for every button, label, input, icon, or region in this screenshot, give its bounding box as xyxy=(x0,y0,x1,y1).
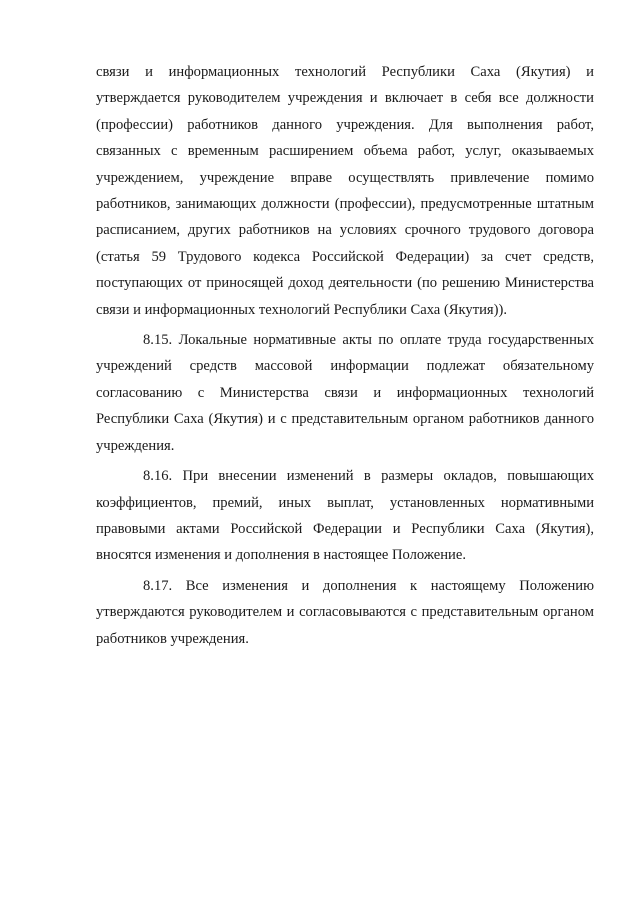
paragraph-8-16: 8.16. При внесении изменений в размеры окладов, повышающих коэффициентов, премий, иных выплат, установленных нормативными правовыми актами Российской Федерации и Республики Саха (Якутия), вносятся изменения и дополнения в настоящее Положение. xyxy=(96,468,594,564)
paragraph-continuation: связи и информационных технологий Республики Саха (Якутия) и утверждается руководителем учреждения и включает в себя все должности (профессии) работников данного учреждения. Для выполнения работ, связанных с временным расширением объема работ, услуг, оказываемых учреждением, учреждение вправе осуществлять привлечение помимо работников, занимающих должности (профессии), предусмотренные штатным расписанием, других работников на условиях срочного трудового договора (статья 59 Трудового кодекса Российской Федерации) за счет средств, поступающих от приносящей доход деятельности (по решению Министерства связи и информационных технологий Республики Саха (Якутия)). xyxy=(96,64,594,318)
paragraph-8-17: 8.17. Все изменения и дополнения к настоящему Положению утверждаются руководителем и согласовываются с представительным органом работников учреждения. xyxy=(96,577,594,647)
paragraph-8-15: 8.15. Локальные нормативные акты по оплате труда государственных учреждений средств массовой информации подлежат обязательному согласованию с Министерства связи и информационных технологий Республики Саха (Якутия) и с представительным органом работников данного учреждения. xyxy=(96,332,594,454)
document-body xyxy=(96,59,594,652)
